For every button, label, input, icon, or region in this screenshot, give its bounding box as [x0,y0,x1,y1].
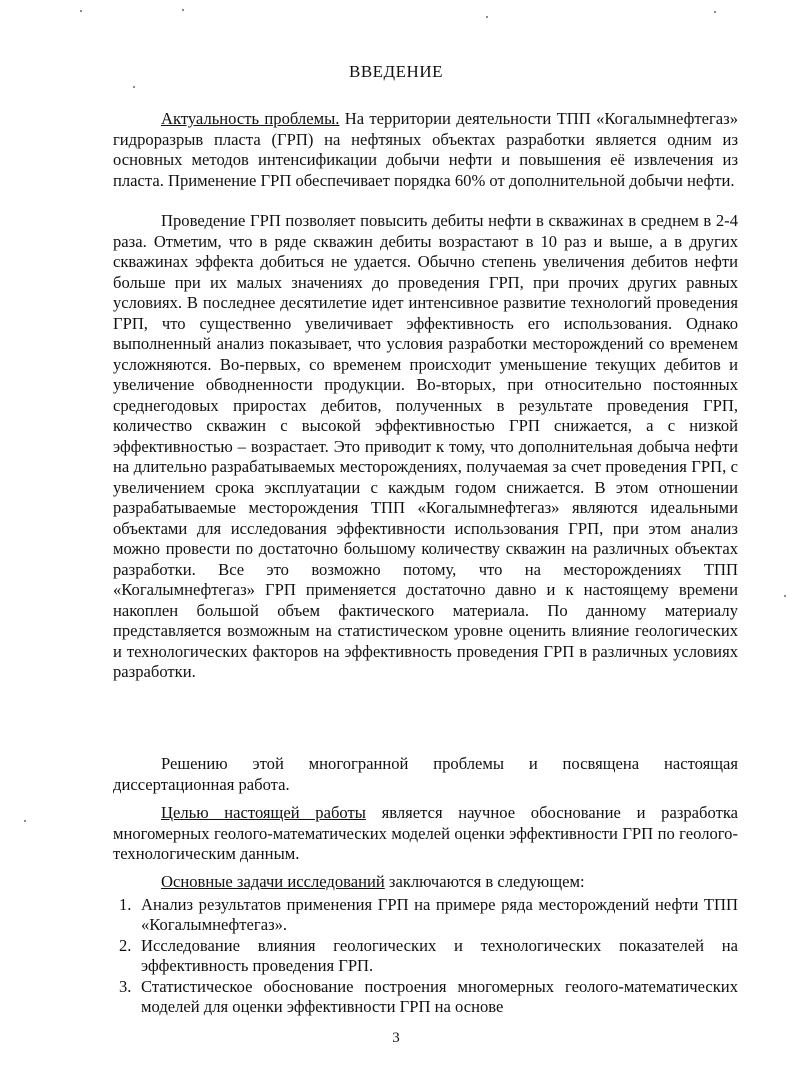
scan-speck [182,9,184,11]
list-item [113,936,738,977]
page-number: 3 [392,1030,400,1046]
list-item-text: Статистическое обоснование построения многомерных геолого-математических моделей для оценки эффективности ГРП на основе [141,976,738,1016]
goal-paragraph [113,803,738,865]
relevance-text: На территории деятельности ТПП «Когалымнефтегаз» гидроразрыв пласта (ГРП) на нефтяных объектах разработки является одним из основных методов интенсификации добычи нефти и повышения её извлечения из пласта. Применение ГРП обеспечивает порядка 60% от дополнительной добычи нефти. [113,109,738,190]
list-item-number: 3. [119,976,132,996]
goal-text: является научное обоснование и разработка многомерных геолого-математических моделей оценки эффективности ГРП по геолого-технологическим данным. [113,803,738,863]
tasks-section [113,872,738,1018]
relevance-paragraph [113,109,738,191]
scan-speck [24,820,26,822]
tasks-heading-rest: заключаются в следующем: [388,872,585,891]
dedication-paragraph [113,754,738,795]
relevance-heading: Актуальность проблемы. [161,109,340,128]
dedication-text: Решению этой многогранной проблемы и посвящена настоящая диссертационная работа. [113,754,738,794]
tasks-list [113,895,738,1018]
scan-speck [133,86,135,88]
page-title: ВВЕДЕНИЕ [349,62,443,81]
goal-heading: Целью настоящей работы [161,803,366,822]
list-item-number: 1. [119,894,132,914]
main-paragraph [113,211,738,683]
list-item [113,895,738,936]
main-paragraph-text: Проведение ГРП позволяет повысить дебиты нефти в скважинах в среднем в 2-4 раза. Отметим, что в ряде скважин дебиты возрастают в 10 раз и выше, а в других скважинах эффекта добиться не удается. Обычно степень увеличения дебитов нефти больше при их малых значениях до проведения ГРП, при прочих других равных условиях. В последнее десятилетие идет интенсивное развитие технологий проведения ГРП, что существенно увеличивает эффективность его использования. Однако выполненный анализ показывает, что условия разработки месторождений со временем усложняются. Во-первых, со временем происходит уменьшение текущих дебитов и увеличение обводненности продукции. Во-вторых, при относительно постоянных среднегодовых приростах дебитов, полученных в результате проведения ГРП, количество скважин с высокой эффективностью ГРП снижается, а с низкой эффективностью – возрастает. Это приводит к тому, что дополнительная добыча нефти на длительно разрабатываемых месторождениях, получаемая за счет проведения ГРП, с увеличением срока эксплуатации с каждым годом снижается. В этом отношении разрабатываемые месторождения ТПП «Когалымнефтегаз» являются идеальными объектами для исследования эффективности использования ГРП, при этом анализ можно провести по достаточно большому количеству скважин на различных объектах разработки. Все это возможно потому, что на месторождениях ТПП «Когалымнефтегаз» ГРП применяется достаточно давно и к настоящему времени накоплен большой объем фактического материала. По данному материалу представляется возможным на статистическом уровне оценить влияние геологических и технологических факторов на эффективность проведения ГРП в различных условиях разработки. [113,211,738,681]
scan-speck [486,16,488,18]
list-item-text: Анализ результатов применения ГРП на примере ряда месторождений нефти ТПП «Когалымнефтегаз». [141,894,738,934]
tasks-heading: Основные задачи исследований [161,872,385,891]
list-item-text: Исследование влияния геологических и технологических показателей на эффективность проведения ГРП. [141,935,738,975]
scan-speck [784,595,786,597]
scan-speck [714,11,716,13]
scan-speck [80,10,82,12]
list-item [113,977,738,1018]
list-item-number: 2. [119,935,132,955]
